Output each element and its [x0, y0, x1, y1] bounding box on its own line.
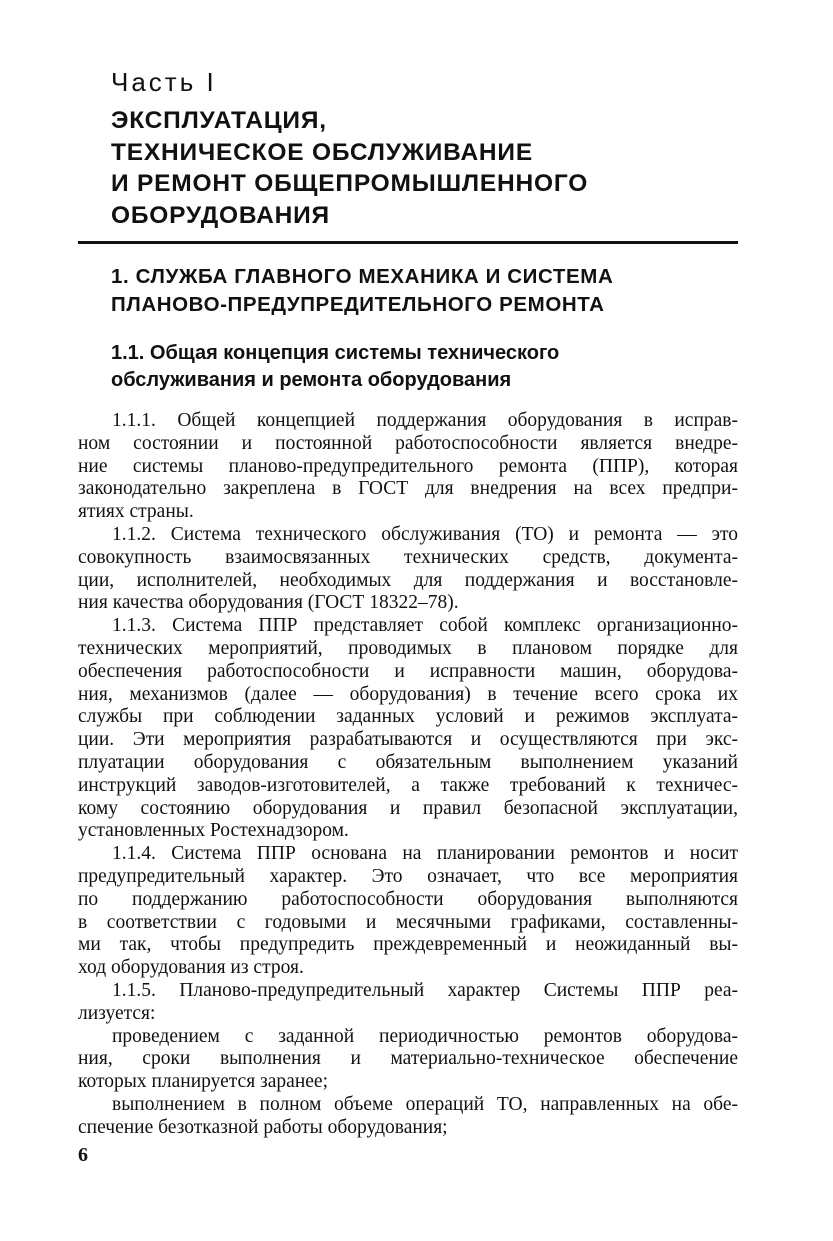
text-line: ми так, чтобы предупредить преждевременный и неожиданный вы-: [78, 934, 738, 956]
text-line: 1.1.4. Система ППР основана на планировании ремонтов и носит: [112, 843, 738, 865]
text-line: 1.1.5. Планово-предупредительный характер Системы ППР реа-: [112, 979, 738, 1001]
text-line: ции. Эти мероприятия разрабатываются и осуществляются при экс-: [78, 729, 738, 751]
chapter-title-line: ПЛАНОВО-ПРЕДУПРЕДИТЕЛЬНОГО РЕМОНТА: [111, 293, 605, 316]
text-line: плуатации оборудования с обязательным выполнением указаний: [78, 751, 738, 773]
list-item-periodic-repairs: [78, 1026, 738, 1094]
text-line: лизуется:: [78, 1002, 156, 1024]
part-title: [111, 105, 751, 231]
text-line: по поддержанию работоспособности оборудования выполняются: [78, 888, 738, 910]
part-title-line: ЭКСПЛУАТАЦИЯ,: [111, 107, 327, 134]
text-line: предупредительный характер. Это означает, что все мероприятия: [78, 865, 738, 887]
text-line: ния, механизмов (далее — оборудования) в течение всего срока их: [78, 683, 738, 705]
paragraph-1-1-5: [78, 980, 738, 1026]
text-line: ния качества оборудования (ГОСТ 18322–78).: [78, 592, 459, 614]
text-line: ход оборудования из строя.: [78, 957, 304, 979]
chapter-title-line: 1. СЛУЖБА ГЛАВНОГО МЕХАНИКА И СИСТЕМА: [111, 265, 614, 288]
paragraph-1-1-1: [78, 410, 738, 524]
section-title-line: обслуживания и ремонта оборудования: [111, 369, 512, 391]
text-line: технических мероприятий, проводимых в плановом порядке для: [78, 637, 738, 659]
text-line: службы при соблюдении заданных условий и режимов эксплуата-: [78, 706, 738, 728]
section-title: [111, 340, 751, 394]
text-line: в соответствии с годовыми и месячными графиками, составленны-: [78, 911, 738, 933]
text-line: ние системы планово-предупредительного ремонта (ППР), которая: [78, 455, 738, 477]
part-title-line: И РЕМОНТ ОБЩЕПРОМЫШЛЕННОГО: [111, 170, 589, 197]
text-line: совокупность взаимосвязанных технических средств, документа-: [78, 546, 738, 568]
text-line: спечение безотказной работы оборудования;: [78, 1116, 448, 1138]
list-item-maintenance-operations: [78, 1094, 738, 1140]
text-line: которых планируется заранее;: [78, 1071, 328, 1093]
body-text: [78, 410, 738, 1140]
text-line: ятиях страны.: [78, 501, 194, 523]
text-line: законодательно закреплена в ГОСТ для внедрения на всех предпри-: [78, 478, 738, 500]
text-line: ния, сроки выполнения и материально-техническое обеспечение: [78, 1048, 738, 1070]
text-line: выполнением в полном объеме операций ТО, направленных на обе-: [112, 1093, 738, 1115]
text-line: обеспечения работоспособности и исправности машин, оборудова-: [78, 660, 738, 682]
text-line: кому состоянию оборудования и правил безопасной эксплуатации,: [78, 797, 738, 819]
part-title-line: ОБОРУДОВАНИЯ: [111, 201, 330, 229]
text-line: установленных Ростехнадзором.: [78, 820, 349, 842]
section-title-line: 1.1. Общая концепция системы технического: [111, 342, 560, 364]
horizontal-rule: [78, 241, 738, 244]
text-line: 1.1.1. Общей концепцией поддержания оборудования в исправ-: [112, 410, 738, 431]
text-line: 1.1.3. Система ППР представляет собой комплекс организационно-: [112, 615, 738, 637]
part-title-line: ТЕХНИЧЕСКОЕ ОБСЛУЖИВАНИЕ: [111, 138, 533, 166]
page-number: 6: [78, 1144, 88, 1166]
text-line: проведением с заданной периодичностью ремонтов оборудова-: [112, 1025, 738, 1047]
paragraph-1-1-4: [78, 843, 738, 980]
text-line: 1.1.2. Система технического обслуживания (ТО) и ремонта — это: [112, 523, 738, 545]
text-line: инструкций заводов-изготовителей, а также требований к техничес-: [78, 774, 738, 796]
part-label: Часть I: [111, 67, 217, 97]
text-line: ции, исполнителей, необходимых для поддержания и восстановле-: [78, 569, 738, 591]
paragraph-1-1-3: [78, 615, 738, 843]
text-line: ном состоянии и постоянной работоспособности является внедре-: [78, 432, 738, 454]
chapter-title: [111, 263, 751, 319]
paragraph-1-1-2: [78, 524, 738, 615]
